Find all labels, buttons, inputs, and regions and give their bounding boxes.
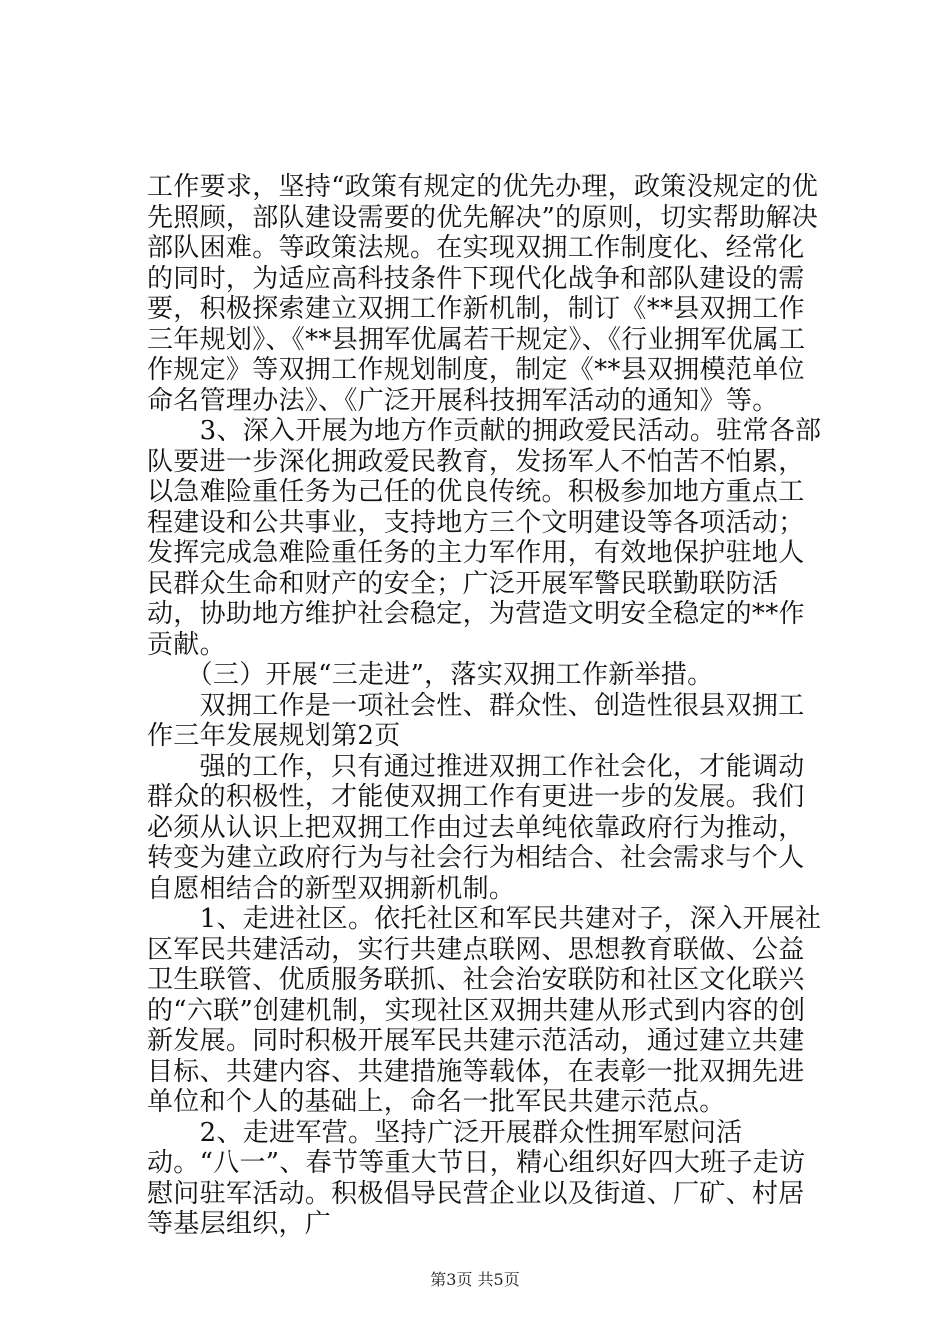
document-body [147,172,827,1240]
paragraph-into-barracks: 2、走进军营。坚持广泛开展群众性拥军慰问活动。“八一”、春节等重大节日，精心组织好四大班子走访慰问驻军活动。积极倡导民营企业以及街道、厂矿、村居等基层组织，广 [147,1117,806,1239]
paragraph-section-3: 3、深入开展为地方作贡献的拥政爱民活动。驻常各部队要进一步深化拥政爱民教育，发扬军人不怕苦不怕累，以急难险重任务为己任的优良传统。积极参加地方重点工程建设和公共事业，支持地方三个文明建设等各项活动；发挥完成急难险重任务的主力军作用，有效地保护驻地人民群众生命和财产的安全；广泛开展军警民联勤联防活动，协助地方维护社会稳定，为营造文明安全稳定的**作贡献。 [147,416,822,660]
paragraph-socialization: 强的工作，只有通过推进双拥工作社会化，才能调动群众的积极性，才能使双拥工作有更进一步的发展。我们必须从认识上把双拥工作由过去单纯依靠政府行为推动，转变为建立政府行为与社会行为相结合、社会需求与个人自愿相结合的新型双拥新机制。 [147,751,805,904]
paragraph-into-community: 1、走进社区。依托社区和军民共建对子，深入开展社区军民共建活动，实行共建点联网、思想教育联做、公益卫生联管、优质服务联抓、社会治安联防和社区文化联兴的“六联”创建机制，实现社区双拥共建从形式到内容的创新发展。同时积极开展军民共建示范活动，通过建立共建目标、共建内容、共建措施等载体，在表彰一批双拥先进单位和个人的基础上，命名一批军民共建示范点。 [147,904,822,1117]
paragraph-policy-continuation: 工作要求，坚持“政策有规定的优先办理，政策没规定的优先照顾，部队建设需要的优先解决”的原则，切实帮助解决部队困难。等政策法规。在实现双拥工作制度化、经常化的同时，为适应高科技条件下现代化战争和部队建设的需要，积极探索建立双拥工作新机制，制订《**县双拥工作三年规划》、《**县拥军优属若干规定》、《行业拥军优属工作规定》等双拥工作规划制度，制定《**县双拥模范单位命名管理办法》、《广泛开展科技拥军活动的通知》等。 [147,172,819,416]
paragraph-intro: 双拥工作是一项社会性、群众性、创造性很县双拥工作三年发展规划第2页 [147,690,805,751]
section-heading-three-into: （三）开展“三走进”，落实双拥工作新举措。 [147,660,714,690]
page-footer: 第3页 共5页 [430,1270,520,1289]
